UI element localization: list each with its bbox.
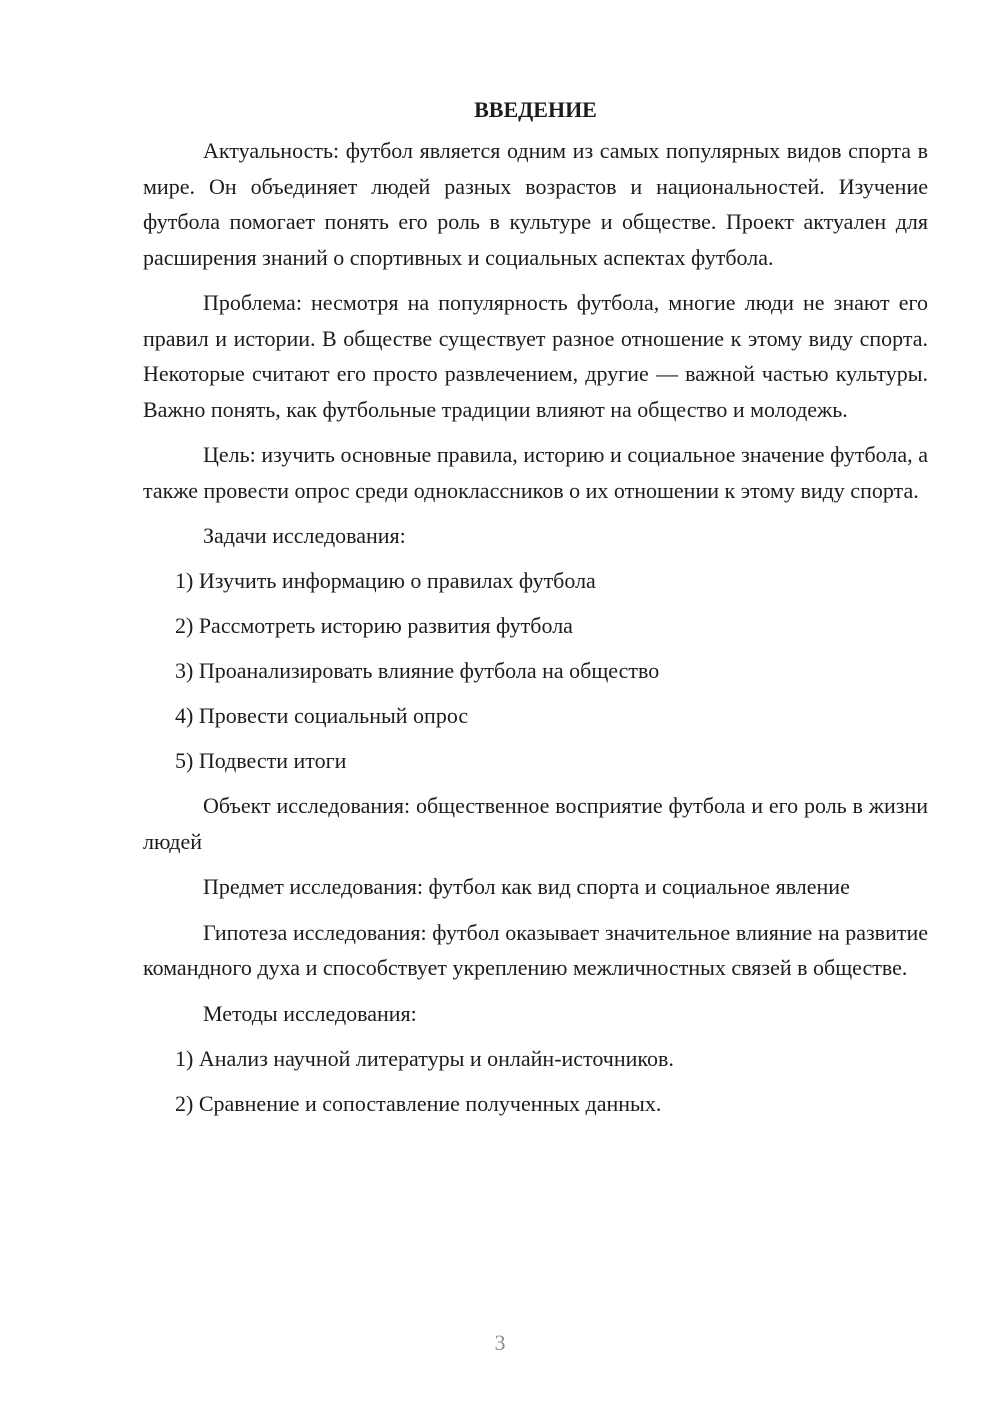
list-item: 1) Изучить информацию о правилах футбола	[175, 568, 596, 593]
list-item: 4) Провести социальный опрос	[175, 703, 469, 728]
methods-label: Методы исследования:	[203, 1000, 417, 1026]
goal-paragraph: Цель: изучить основные правила, историю и социальное значение футбола, а также провести опрос среди одноклассников о их отношении к этому виду спорта.	[143, 442, 928, 503]
section-heading: ВВЕДЕНИЕ	[474, 97, 597, 122]
tasks-label: Задачи исследования:	[203, 523, 406, 548]
page-content	[143, 95, 928, 1121]
tasks-list	[143, 563, 928, 778]
relevance-paragraph: Актуальность: футбол является одним из самых популярных видов спорта в мире. Он объединяет людей разных возрастов и национальностей. Изучение футбола помогает понять его роль в культуре и обществе. Проект актуален для расширения знаний о спортивных и социальных аспектах футбола.	[143, 138, 928, 270]
object-paragraph: Объект исследования: общественное восприятие футбола и его роль в жизни людей	[143, 793, 928, 854]
subject-paragraph: Предмет исследования: футбол как вид спорта и социальное явление	[203, 874, 850, 899]
list-item: 1) Анализ научной литературы и онлайн-источников.	[175, 1045, 674, 1071]
list-item: 2) Сравнение и сопоставление полученных данных.	[175, 1090, 662, 1116]
list-item: 5) Подвести итоги	[175, 748, 347, 773]
methods-list	[143, 1041, 928, 1121]
list-item: 2) Рассмотреть историю развития футбола	[175, 613, 573, 638]
hypothesis-paragraph: Гипотеза исследования: футбол оказывает значительное влияние на развитие командного духа и способствует укреплению межличностных связей в обществе.	[143, 919, 928, 980]
problem-paragraph: Проблема: несмотря на популярность футбола, многие люди не знают его правил и истории. В обществе существует разное отношение к этому виду спорта. Некоторые считают его просто развлечением, другие — важной частью культуры. Важно понять, как футбольные традиции влияют на общество и молодежь.	[143, 290, 928, 422]
page-number: 3	[494, 1330, 506, 1355]
list-item: 3) Проанализировать влияние футбола на общество	[175, 658, 660, 683]
